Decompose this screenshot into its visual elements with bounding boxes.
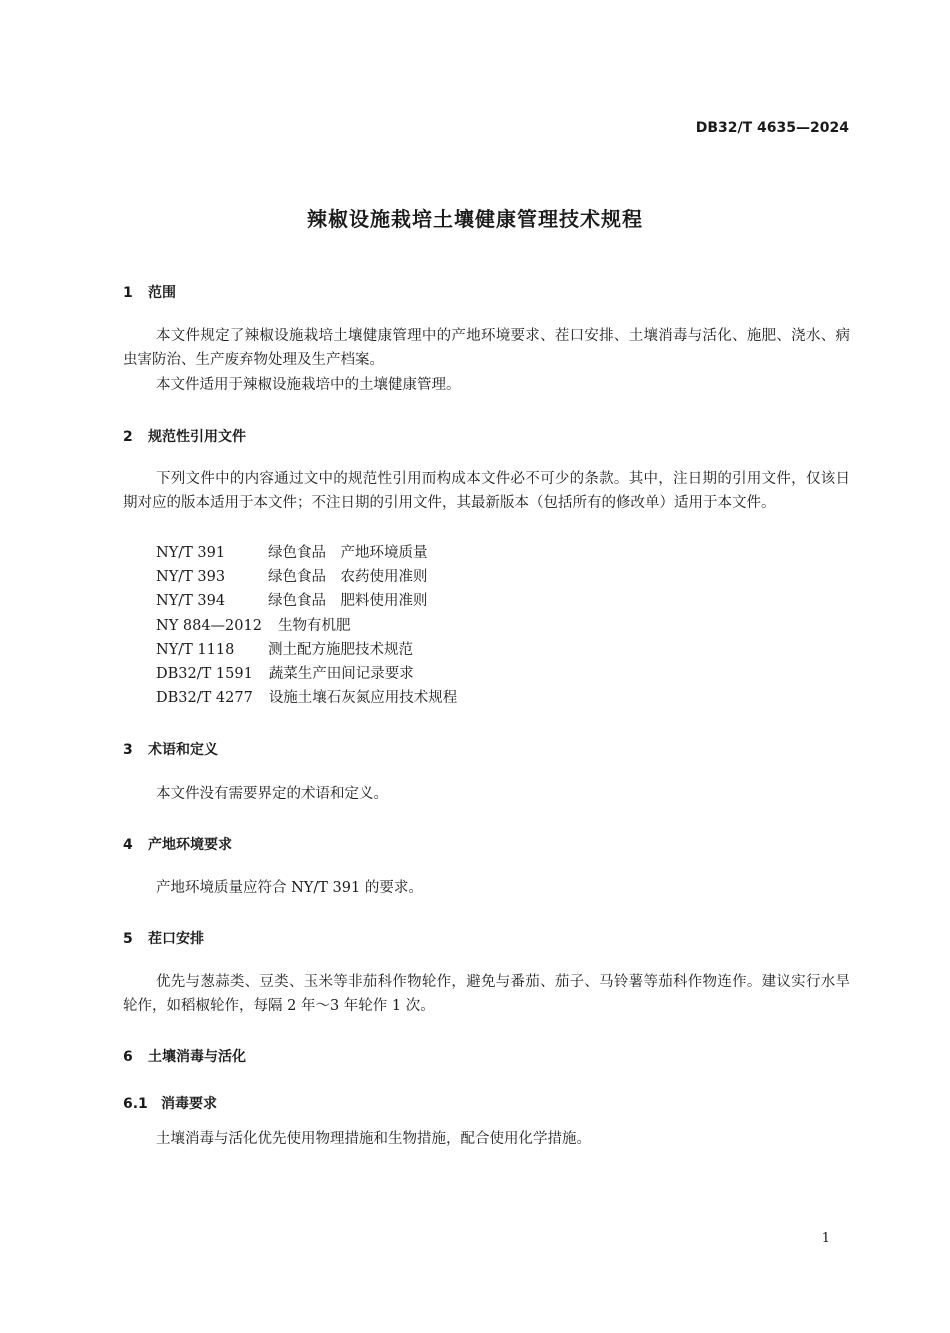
section-2-paragraph-1: 下列文件中的内容通过文中的规范性引用而构成本文件必不可少的条款。其中，注日期的引用文件，仅该日期对应的版本适用于本文件；不注日期的引用文件，其最新版本（包括所有的修改单）适用于本文件。	[123, 471, 850, 511]
section-number: 3	[123, 742, 133, 758]
reference-item	[156, 662, 414, 683]
section-5-paragraph-1: 优先与葱蒜类、豆类、玉米等非茄科作物轮作，避免与番茄、茄子、马铃薯等茄科作物连作。建议实行水旱轮作，如稻椒轮作，每隔 2 年～3 年轮作 1 次。	[123, 974, 850, 1014]
section-number: 2	[123, 429, 133, 445]
section-title: 术语和定义	[148, 742, 218, 758]
section-6-1-heading	[123, 1093, 217, 1113]
reference-code: NY/T 1118	[156, 642, 235, 658]
section-5-heading	[123, 928, 204, 948]
section-4-heading	[123, 834, 232, 854]
reference-title: 设施土壤石灰氮应用技术规程	[268, 690, 458, 706]
section-title: 产地环境要求	[148, 837, 232, 853]
section-title: 范围	[148, 285, 176, 301]
reference-item	[156, 638, 413, 659]
section-6-heading	[123, 1046, 246, 1066]
reference-title: 蔬菜生产田间记录要求	[268, 666, 414, 682]
section-title: 规范性引用文件	[148, 429, 246, 445]
reference-item	[156, 686, 457, 707]
section-title: 茬口安排	[148, 931, 204, 947]
section-1-paragraph-1: 本文件规定了辣椒设施栽培土壤健康管理中的产地环境要求、茬口安排、土壤消毒与活化、施肥、浇水、病虫害防治、生产废弃物处理及生产档案。	[123, 328, 850, 368]
page-number: 1	[821, 1231, 830, 1246]
reference-title: 绿色食品 肥料使用准则	[268, 593, 428, 609]
reference-item	[156, 614, 350, 635]
reference-item	[156, 589, 428, 610]
reference-code: DB32/T 4277	[156, 690, 253, 706]
section-3-heading	[123, 739, 218, 759]
section-title: 消毒要求	[161, 1096, 217, 1112]
reference-item	[156, 565, 428, 586]
reference-code: NY/T 394	[156, 593, 226, 609]
section-number: 6	[123, 1049, 133, 1065]
reference-title: 绿色食品 产地环境质量	[268, 545, 428, 561]
standard-number: DB32/T 4635—2024	[695, 120, 849, 136]
section-6-1-paragraph-1: 土壤消毒与活化优先使用物理措施和生物措施，配合使用化学措施。	[156, 1131, 591, 1147]
document-title: 辣椒设施栽培土壤健康管理技术规程	[307, 207, 643, 231]
section-1-paragraph-2: 本文件适用于辣椒设施栽培中的土壤健康管理。	[156, 377, 461, 393]
reference-title: 测土配方施肥技术规范	[268, 642, 413, 658]
reference-code: NY 884—2012	[156, 618, 262, 634]
section-title: 土壤消毒与活化	[148, 1049, 246, 1065]
reference-item	[156, 541, 428, 562]
section-number: 1	[123, 285, 133, 301]
reference-code: NY/T 393	[156, 569, 226, 585]
section-2-heading	[123, 426, 246, 446]
reference-title: 生物有机肥	[277, 618, 351, 634]
reference-title: 绿色食品 农药使用准则	[268, 569, 428, 585]
reference-code: NY/T 391	[156, 545, 226, 561]
section-number: 4	[123, 837, 133, 853]
section-1-heading	[123, 282, 176, 302]
section-3-paragraph-1: 本文件没有需要界定的术语和定义。	[156, 786, 388, 802]
section-number: 5	[123, 931, 133, 947]
reference-code: DB32/T 1591	[156, 666, 253, 682]
section-number: 6.1	[123, 1096, 148, 1112]
section-4-paragraph-1: 产地环境质量应符合 NY/T 391 的要求。	[156, 880, 423, 896]
